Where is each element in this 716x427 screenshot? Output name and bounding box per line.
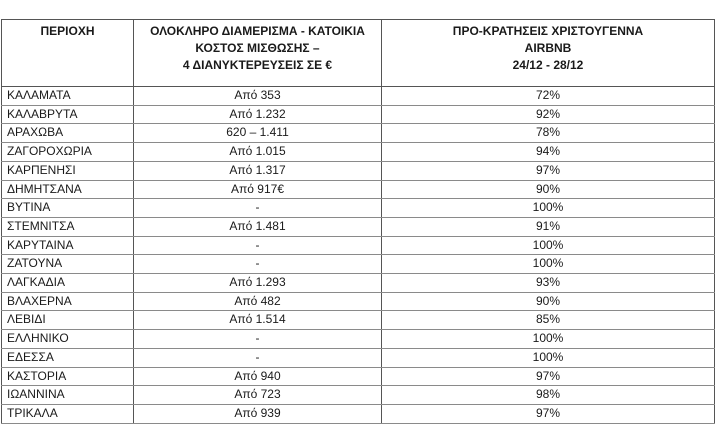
booking-pct-cell: 97%	[382, 161, 715, 180]
booking-pct-cell: 72%	[382, 87, 715, 106]
booking-pct-cell: 100%	[382, 236, 715, 255]
table-row	[2, 367, 715, 386]
cost-cell: Από 1.481	[134, 217, 382, 236]
region-cell: ΛΑΓΚΑΔΙΑ	[2, 274, 134, 293]
table-row	[2, 105, 715, 124]
header-bookings-line-1: ΠΡΟ-ΚΡΑΤΗΣΕΙΣ ΧΡΙΣΤΟΥΓΕΝΝΑ	[452, 24, 644, 38]
region-cell: ΖΑΓΟΡΟΧΩΡΙΑ	[2, 143, 134, 162]
booking-pct-cell: 90%	[382, 180, 715, 199]
header-cost-line-1: ΟΛΟΚΛΗΡΟ ΔΙΑΜΕΡΙΣΜΑ - ΚΑΤΟΙΚΙΑ	[150, 24, 365, 38]
table-row	[2, 87, 715, 106]
cost-cell: Από 1.514	[134, 311, 382, 330]
cost-cell: Από 940	[134, 367, 382, 386]
cost-cell: Από 353	[134, 87, 382, 106]
header-region-line: ΠΕΡΙΟΧΗ	[40, 24, 95, 38]
cost-cell: -	[134, 348, 382, 367]
region-cell: ΒΛΑΧΕΡΝΑ	[2, 292, 134, 311]
region-cell: ΣΤΕΜΝΙΤΣΑ	[2, 217, 134, 236]
booking-pct-cell: 78%	[382, 124, 715, 143]
cost-cell: 620 – 1.411	[134, 124, 382, 143]
table-row	[2, 161, 715, 180]
region-cell: ΚΑΡΠΕΝΗΣΙ	[2, 161, 134, 180]
header-cost-line-3: 4 ΔΙΑΝΥΚΤΕΡΕΥΣΕΙΣ ΣΕ €	[182, 58, 333, 72]
rental-bookings-table	[1, 19, 715, 424]
table-row	[2, 199, 715, 218]
cost-cell: Από 939	[134, 404, 382, 423]
booking-pct-cell: 100%	[382, 330, 715, 349]
booking-pct-cell: 91%	[382, 217, 715, 236]
table-row	[2, 274, 715, 293]
region-cell: ΚΑΣΤΟΡΙΑ	[2, 367, 134, 386]
table-row	[2, 311, 715, 330]
cost-cell: -	[134, 330, 382, 349]
region-cell: ΙΩΑΝΝΙΝΑ	[2, 386, 134, 405]
region-cell: ΒΥΤΙΝΑ	[2, 199, 134, 218]
table-row	[2, 330, 715, 349]
header-cost	[134, 20, 382, 87]
table-row	[2, 255, 715, 274]
booking-pct-cell: 97%	[382, 367, 715, 386]
booking-pct-cell: 92%	[382, 105, 715, 124]
table-row	[2, 143, 715, 162]
table-body	[2, 87, 715, 424]
cost-cell: Από 1.232	[134, 105, 382, 124]
booking-pct-cell: 98%	[382, 386, 715, 405]
region-cell: ΤΡΙΚΑΛΑ	[2, 404, 134, 423]
cost-cell: Από 482	[134, 292, 382, 311]
table-row	[2, 124, 715, 143]
region-cell: ΖΑΤΟΥΝΑ	[2, 255, 134, 274]
header-bookings-line-3: 24/12 - 28/12	[512, 58, 584, 72]
header-row	[2, 20, 715, 87]
header-region	[2, 20, 134, 87]
table-row	[2, 386, 715, 405]
region-cell: ΚΑΡΥΤΑΙΝΑ	[2, 236, 134, 255]
cost-cell: -	[134, 255, 382, 274]
table-row	[2, 404, 715, 423]
header-bookings-line-2: AIRBNB	[524, 41, 572, 55]
booking-pct-cell: 93%	[382, 274, 715, 293]
cost-cell: Από 917€	[134, 180, 382, 199]
region-cell: ΔΗΜΗΤΣΑΝΑ	[2, 180, 134, 199]
table-row	[2, 180, 715, 199]
region-cell: ΕΔΕΣΣΑ	[2, 348, 134, 367]
cost-cell: Από 1.293	[134, 274, 382, 293]
table-row	[2, 348, 715, 367]
booking-pct-cell: 85%	[382, 311, 715, 330]
region-cell: ΕΛΛΗΝΙΚΟ	[2, 330, 134, 349]
cost-cell: -	[134, 199, 382, 218]
booking-pct-cell: 100%	[382, 348, 715, 367]
booking-pct-cell: 100%	[382, 255, 715, 274]
table-row	[2, 292, 715, 311]
region-cell: ΚΑΛΑΒΡΥΤΑ	[2, 105, 134, 124]
table-row	[2, 217, 715, 236]
cost-cell: Από 1.015	[134, 143, 382, 162]
booking-pct-cell: 90%	[382, 292, 715, 311]
region-cell: ΚΑΛΑΜΑΤΑ	[2, 87, 134, 106]
booking-pct-cell: 97%	[382, 404, 715, 423]
cost-cell: -	[134, 236, 382, 255]
booking-pct-cell: 100%	[382, 199, 715, 218]
table-row	[2, 236, 715, 255]
region-cell: ΛΕΒΙΔΙ	[2, 311, 134, 330]
header-cost-line-2: ΚΟΣΤΟΣ ΜΙΣΘΩΣΗΣ –	[195, 41, 320, 55]
table-header	[2, 20, 715, 87]
region-cell: ΑΡΑΧΩΒΑ	[2, 124, 134, 143]
cost-cell: Από 723	[134, 386, 382, 405]
cost-cell: Από 1.317	[134, 161, 382, 180]
booking-pct-cell: 94%	[382, 143, 715, 162]
header-bookings	[382, 20, 715, 87]
